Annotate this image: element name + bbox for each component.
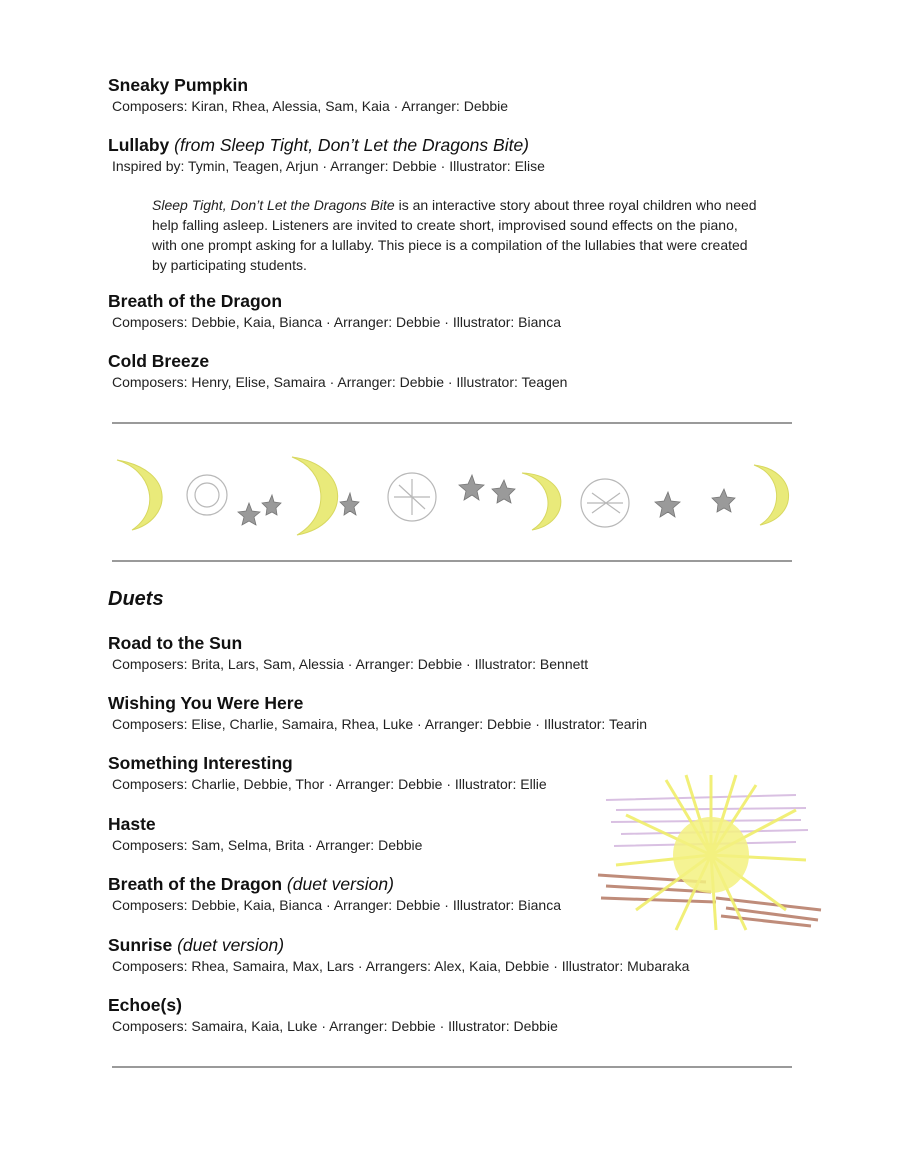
duet-entry bbox=[108, 632, 588, 673]
piece-credits: Composers: Samaira, Kaia, Luke · Arranger: Debbie · Illustrator: Debbie bbox=[112, 1018, 558, 1034]
piece-credits: Composers: Rhea, Samaira, Max, Lars · Arrangers: Alex, Kaia, Debbie · Illustrator: Mubaraka bbox=[112, 958, 690, 974]
duet-entry bbox=[108, 692, 647, 733]
section-heading-duets: Duets bbox=[108, 588, 164, 610]
piece-credits: Inspired by: Tymin, Teagen, Arjun · Arranger: Debbie · Illustrator: Elise bbox=[112, 158, 545, 174]
piece-title: Lullaby (from Sleep Tight, Don’t Let the Dragons Bite) bbox=[108, 135, 530, 155]
piece-subtitle: (duet version) bbox=[177, 935, 285, 955]
piece-title: Breath of the Dragon bbox=[108, 291, 283, 311]
piece-title: Breath of the Dragon (duet version) bbox=[108, 874, 394, 894]
star-icon bbox=[655, 492, 680, 517]
piece-title: Sunrise (duet version) bbox=[108, 935, 285, 955]
piece-title: Cold Breeze bbox=[108, 351, 210, 371]
sun-illustration bbox=[596, 770, 826, 935]
book-title: Sleep Tight, Don’t Let the Dragons Bite bbox=[152, 197, 395, 213]
divider-rule bbox=[112, 560, 792, 562]
moon-star-illustration bbox=[112, 445, 802, 540]
duet-entry bbox=[108, 752, 547, 793]
divider-rule bbox=[112, 1066, 792, 1068]
moon-icon bbox=[117, 460, 162, 530]
piece-title: Road to the Sun bbox=[108, 633, 243, 653]
star-icon bbox=[238, 503, 260, 525]
piece-credits: Composers: Debbie, Kaia, Bianca · Arranger: Debbie · Illustrator: Bianca bbox=[112, 897, 561, 913]
divider-rule bbox=[112, 422, 792, 424]
star-icon bbox=[340, 493, 359, 515]
star-icon bbox=[262, 495, 281, 515]
duet-entry bbox=[108, 994, 558, 1035]
planet-icon bbox=[187, 475, 227, 515]
sun-icon bbox=[673, 817, 749, 893]
piece-entry bbox=[108, 134, 545, 175]
piece-credits: Composers: Elise, Charlie, Samaira, Rhea, Luke · Arranger: Debbie · Illustrator: Tearin bbox=[112, 716, 648, 732]
piece-entry bbox=[108, 74, 508, 115]
piece-credits: Composers: Henry, Elise, Samaira · Arranger: Debbie · Illustrator: Teagen bbox=[112, 374, 568, 390]
piece-title: Wishing You Were Here bbox=[108, 693, 304, 713]
piece-credits: Composers: Debbie, Kaia, Bianca · Arranger: Debbie · Illustrator: Bianca bbox=[112, 314, 561, 330]
moon-icon bbox=[522, 473, 561, 530]
star-icon bbox=[712, 489, 735, 512]
piece-entry bbox=[108, 350, 567, 391]
duet-entry bbox=[108, 813, 422, 854]
moon-icon bbox=[754, 465, 789, 525]
lullaby-description: Sleep Tight, Don’t Let the Dragons Bite is an interactive story about three royal children who need help falling asleep. Listeners are invited to create short, improvised sound effects on the piano, with one prompt asking for a lullaby. This piece is a compilation of the lullabies that were created by participating students. bbox=[152, 197, 757, 273]
piece-title: Something Interesting bbox=[108, 753, 293, 773]
piece-credits: Composers: Charlie, Debbie, Thor · Arranger: Debbie · Illustrator: Ellie bbox=[112, 776, 547, 792]
piece-credits: Composers: Kiran, Rhea, Alessia, Sam, Kaia · Arranger: Debbie bbox=[112, 98, 509, 114]
duet-entry bbox=[108, 873, 561, 914]
piece-title: Echoe(s) bbox=[108, 995, 182, 1015]
star-icon bbox=[492, 480, 515, 503]
moon-icon bbox=[292, 457, 338, 535]
piece-entry bbox=[108, 290, 561, 331]
piece-subtitle: (from Sleep Tight, Don’t Let the Dragons Bite) bbox=[174, 135, 530, 155]
piece-credits: Composers: Brita, Lars, Sam, Alessia · Arranger: Debbie · Illustrator: Bennett bbox=[112, 656, 589, 672]
star-icon bbox=[459, 475, 484, 500]
piece-credits: Composers: Sam, Selma, Brita · Arranger: Debbie bbox=[112, 837, 423, 853]
duet-entry bbox=[108, 934, 689, 975]
piece-title: Haste bbox=[108, 814, 156, 834]
piece-subtitle: (duet version) bbox=[286, 874, 394, 894]
piece-title: Sneaky Pumpkin bbox=[108, 75, 249, 95]
